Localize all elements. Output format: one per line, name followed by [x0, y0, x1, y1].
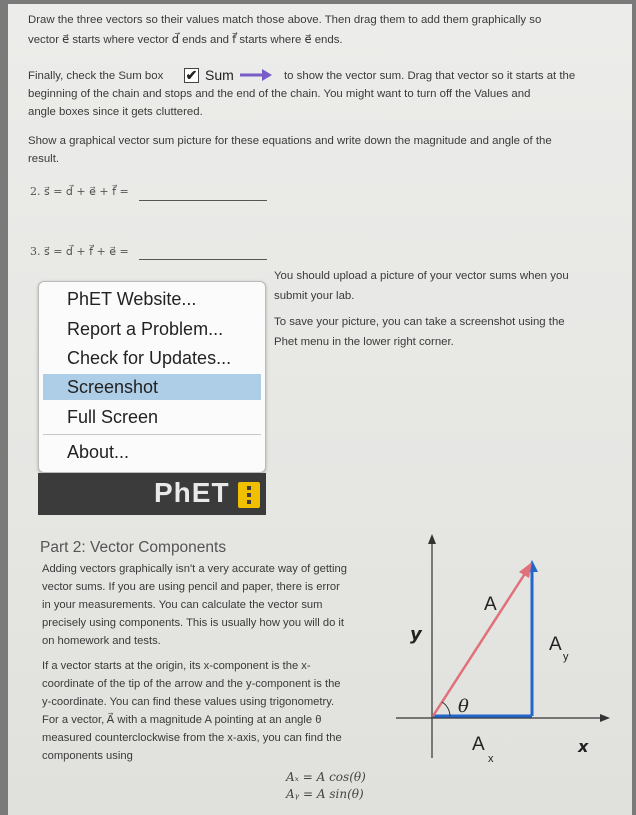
ax-label: A [472, 734, 485, 755]
instruction-line-4: beginning of the chain and stops and the end of the chain. You might want to turn off the Values and [28, 88, 531, 100]
vector-components-diagram [392, 532, 614, 764]
instruction-line-7: result. [28, 153, 60, 165]
instruction-line-1: Draw the three vectors so their values match those above. Then drag them to add them graphically so [28, 14, 542, 26]
sum-checkbox-illustration [184, 64, 290, 86]
menu-dot-icon [247, 493, 251, 497]
text-line: on homework and tests. [42, 635, 161, 647]
text-line: If a vector starts at the origin, its x-component is the x- [42, 660, 311, 672]
formula-ax: Aₓ = A cos(θ) [286, 770, 366, 784]
upload-note-line-2: submit your lab. [274, 290, 355, 302]
y-axis-label: y [410, 624, 422, 645]
equation-2: 2. s⃗ = d⃗ + e⃗ + f⃗ = [30, 185, 129, 198]
text-line: For a vector, A⃗ with a magnitude A pointing at an angle θ [42, 714, 322, 726]
instruction-line-6: Show a graphical vector sum picture for these equations and write down the magnitude and angle of the [28, 135, 552, 147]
text-line: in your measurements. You can calculate the vector sum [42, 599, 323, 611]
sum-arrow-icon [240, 69, 272, 81]
worksheet-page [8, 4, 632, 815]
menu-item-full-screen[interactable]: Full Screen [67, 407, 159, 427]
menu-item-phet-website[interactable]: PhET Website... [67, 289, 197, 309]
menu-divider [43, 434, 261, 435]
instruction-finally-post: to show the vector sum. Drag that vector so it starts at the [284, 70, 576, 82]
vector-a-line [433, 572, 526, 716]
menu-item-report-problem[interactable]: Report a Problem... [67, 319, 224, 339]
vector-a-arrowhead [519, 562, 532, 578]
menu-item-check-updates[interactable]: Check for Updates... [67, 348, 232, 368]
upload-note-line-3: To save your picture, you can take a screenshot using the [274, 316, 565, 328]
part2-heading: Part 2: Vector Components [40, 539, 227, 556]
instruction-line-2: vector e⃗ starts where vector d⃗ ends and f⃗ starts where e⃗ ends. [28, 34, 343, 46]
text-line: coordinate of the tip of the arrow and the y-component is the [42, 678, 341, 690]
theta-arc [442, 702, 450, 716]
x-axis-arrowhead [600, 714, 610, 722]
upload-note-line-1: You should upload a picture of your vector sums when you [274, 270, 569, 282]
sum-label: Sum [205, 67, 234, 83]
text-line: y-coordinate. You can find these values using trigonometry. [42, 696, 335, 708]
text-line: precisely using components. This is usually how you will do it [42, 617, 344, 629]
ay-label: A [549, 634, 562, 655]
theta-label: θ [458, 696, 469, 717]
text-line: measured counterclockwise from the x-axis, you can find the [42, 732, 342, 744]
instruction-finally-pre: Finally, check the Sum box [28, 70, 164, 82]
ax-label-subscript: x [488, 753, 494, 764]
vector-a-label: A [484, 594, 497, 615]
phet-logo: PhET [154, 477, 230, 508]
text-line: components using [42, 750, 133, 762]
phet-menu [38, 281, 266, 473]
y-axis-arrowhead [428, 534, 436, 544]
answer-blank-2 [139, 200, 267, 201]
checkbox-icon: ✔ [185, 66, 198, 83]
text-line: Adding vectors graphically isn't a very accurate way of getting [42, 563, 347, 575]
menu-dot-icon [247, 500, 251, 504]
phet-menu-button[interactable] [238, 482, 260, 508]
answer-blank-3 [139, 259, 267, 260]
formula-ay: Aᵧ = A sin(θ) [286, 787, 364, 801]
menu-item-screenshot[interactable]: Screenshot [43, 374, 261, 400]
menu-dot-icon [247, 486, 251, 490]
ay-label-subscript: y [563, 651, 569, 663]
part2-paragraph-2 [42, 657, 342, 765]
menu-item-about[interactable]: About... [67, 442, 130, 462]
text-line: vector sums. If you are using pencil and paper, there is error [42, 581, 340, 593]
equation-3: 3. s⃗ = d⃗ + f⃗ + e⃗ = [30, 245, 129, 258]
part2-paragraph-1 [42, 560, 347, 650]
phet-navbar [38, 473, 266, 515]
instruction-line-5: angle boxes since it gets cluttered. [28, 106, 203, 118]
upload-note-line-4: Phet menu in the lower right corner. [274, 336, 454, 348]
x-axis-label: x [578, 737, 589, 756]
